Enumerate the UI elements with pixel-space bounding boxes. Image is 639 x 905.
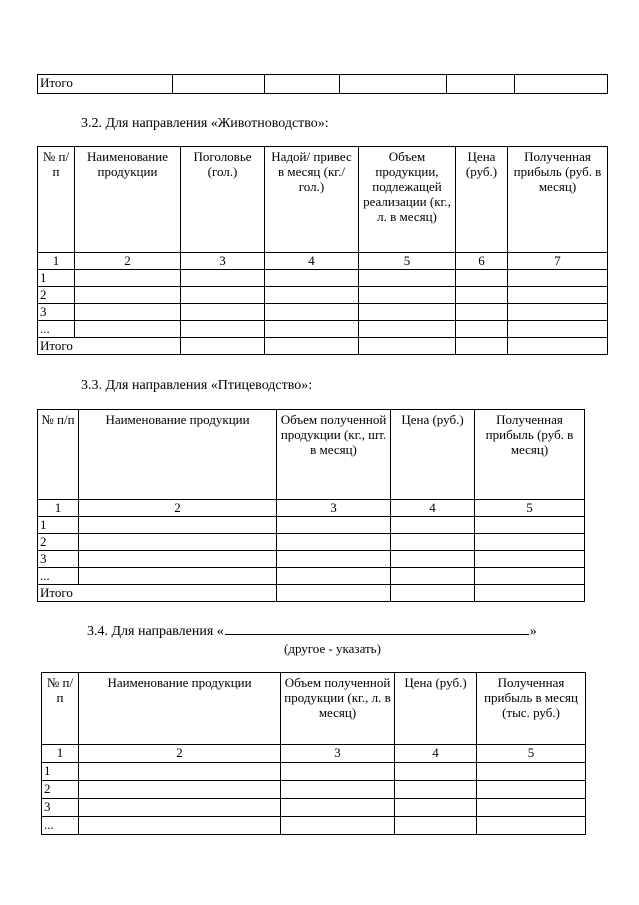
table-row [38, 287, 608, 304]
table-cell[interactable] [75, 287, 181, 304]
table-cell[interactable] [391, 585, 475, 602]
header-price: Цена (руб.) [456, 147, 508, 253]
table-cell[interactable] [359, 287, 456, 304]
col-number: 1 [38, 500, 79, 517]
total-label: Итого [38, 338, 181, 355]
direction-input[interactable] [225, 622, 529, 635]
col-number: 2 [79, 745, 281, 763]
table-cell[interactable] [277, 534, 391, 551]
table-cell[interactable] [79, 763, 281, 781]
table-cell[interactable] [181, 338, 265, 355]
table-cell[interactable] [475, 517, 585, 534]
table-cell[interactable] [359, 270, 456, 287]
table-cell[interactable] [395, 799, 477, 817]
row-number: 2 [38, 534, 79, 551]
table-cell[interactable] [265, 338, 359, 355]
table-cell[interactable] [79, 517, 277, 534]
header-product: Наименование продукции [75, 147, 181, 253]
col-number: 2 [79, 500, 277, 517]
col-number: 3 [181, 253, 265, 270]
section-title: 3.3. Для направления «Птицеводство»: [81, 378, 313, 393]
table-cell[interactable] [277, 585, 391, 602]
header-no: № п/п [38, 147, 75, 253]
table-cell[interactable] [79, 551, 277, 568]
row-number: 1 [38, 270, 75, 287]
header-volume: Объем продукции, подлежащей реализации (кг., л. в месяц) [359, 147, 456, 253]
row-number: ... [38, 568, 79, 585]
table-cell[interactable] [475, 534, 585, 551]
row-number: 3 [42, 799, 79, 817]
table-cell[interactable] [281, 763, 395, 781]
poultry-table [37, 409, 585, 602]
table-cell[interactable] [477, 763, 586, 781]
table-cell[interactable] [395, 763, 477, 781]
table-row [38, 270, 608, 287]
table-cell[interactable] [265, 321, 359, 338]
table-cell[interactable] [277, 551, 391, 568]
table-cell[interactable] [75, 304, 181, 321]
header-volume: Объем полученной продукции (кг., л. в месяц) [281, 673, 395, 745]
row-number: 2 [38, 287, 75, 304]
table-cell[interactable] [391, 517, 475, 534]
total-row [38, 585, 585, 602]
header-yield: Надой/ привес в месяц (кг./гол.) [265, 147, 359, 253]
table-row [42, 781, 586, 799]
table-cell[interactable] [79, 817, 281, 835]
table-row [38, 568, 585, 585]
header-profit: Полученная прибыль (руб. в месяц) [475, 410, 585, 500]
col-number: 2 [75, 253, 181, 270]
col-number: 3 [277, 500, 391, 517]
table-cell[interactable] [515, 75, 608, 94]
total-label: Итого [38, 75, 173, 94]
col-number: 1 [38, 253, 75, 270]
section-title [87, 622, 537, 640]
table-cell[interactable] [456, 304, 508, 321]
table-cell[interactable] [359, 304, 456, 321]
table-cell[interactable] [79, 534, 277, 551]
table-cell[interactable] [391, 534, 475, 551]
table-cell[interactable] [79, 781, 281, 799]
col-number: 3 [281, 745, 395, 763]
table-cell[interactable] [508, 304, 608, 321]
table-cell[interactable] [75, 270, 181, 287]
table-cell[interactable] [395, 781, 477, 799]
row-number: 1 [38, 517, 79, 534]
table-cell[interactable] [281, 817, 395, 835]
col-number: 7 [508, 253, 608, 270]
table-cell[interactable] [181, 321, 265, 338]
header-price: Цена (руб.) [391, 410, 475, 500]
header-profit: Полученная прибыль в месяц (тыс. руб.) [477, 673, 586, 745]
table-cell[interactable] [477, 781, 586, 799]
table-cell[interactable] [281, 799, 395, 817]
table-row [42, 817, 586, 835]
section-title-prefix: 3.4. Для направления « [87, 624, 224, 639]
row-number: 1 [42, 763, 79, 781]
table-cell[interactable] [508, 270, 608, 287]
table-cell[interactable] [265, 270, 359, 287]
table-cell[interactable] [508, 287, 608, 304]
table-cell[interactable] [508, 338, 608, 355]
col-number: 5 [359, 253, 456, 270]
table-cell[interactable] [359, 338, 456, 355]
section-title-suffix: » [529, 624, 537, 639]
header-headcount: Поголовье (гол.) [181, 147, 265, 253]
table-cell[interactable] [456, 321, 508, 338]
header-product: Наименование продукции [79, 410, 277, 500]
row-number: 3 [38, 551, 79, 568]
table-cell[interactable] [475, 585, 585, 602]
table-cell[interactable] [475, 568, 585, 585]
table-cell[interactable] [475, 551, 585, 568]
header-no: № п/п [38, 410, 79, 500]
col-number: 5 [475, 500, 585, 517]
table-cell[interactable] [391, 568, 475, 585]
table-row [42, 799, 586, 817]
row-number: 3 [38, 304, 75, 321]
other-table [41, 672, 586, 835]
table-cell[interactable] [181, 304, 265, 321]
table-row [42, 763, 586, 781]
header-product: Наименование продукции [79, 673, 281, 745]
table-cell[interactable] [277, 517, 391, 534]
table-cell[interactable] [265, 304, 359, 321]
header-no: № п/п [42, 673, 79, 745]
table-cell[interactable] [456, 338, 508, 355]
table-row [38, 321, 608, 338]
row-number: ... [38, 321, 75, 338]
header-volume: Объем полученной продукции (кг., шт. в месяц) [277, 410, 391, 500]
table-cell[interactable] [181, 270, 265, 287]
col-number: 1 [42, 745, 79, 763]
table-cell[interactable] [391, 551, 475, 568]
col-number: 4 [395, 745, 477, 763]
table-cell[interactable] [281, 781, 395, 799]
table-cell[interactable] [395, 817, 477, 835]
table-cell[interactable] [173, 75, 265, 94]
col-number: 4 [391, 500, 475, 517]
table-cell[interactable] [447, 75, 515, 94]
col-number: 6 [456, 253, 508, 270]
table-cell[interactable] [456, 270, 508, 287]
header-price: Цена (руб.) [395, 673, 477, 745]
total-row [38, 338, 608, 355]
table-cell[interactable] [79, 799, 281, 817]
top-table [37, 74, 608, 94]
table-cell[interactable] [477, 799, 586, 817]
table-row [38, 534, 585, 551]
table-cell[interactable] [340, 75, 447, 94]
table-cell[interactable] [181, 287, 265, 304]
table-cell[interactable] [456, 287, 508, 304]
col-number: 5 [477, 745, 586, 763]
table-row [38, 551, 585, 568]
livestock-table [37, 146, 608, 355]
table-row [38, 517, 585, 534]
table-cell[interactable] [75, 321, 181, 338]
section-title: 3.2. Для направления «Животноводство»: [81, 116, 329, 131]
table-row [38, 304, 608, 321]
table-cell[interactable] [477, 817, 586, 835]
direction-hint: (другое - указать) [284, 641, 381, 656]
table-cell[interactable] [79, 568, 277, 585]
col-number: 4 [265, 253, 359, 270]
table-cell[interactable] [508, 321, 608, 338]
table-cell[interactable] [359, 321, 456, 338]
table-cell[interactable] [265, 287, 359, 304]
header-profit: Полученная прибыль (руб. в месяц) [508, 147, 608, 253]
table-cell[interactable] [277, 568, 391, 585]
total-label: Итого [38, 585, 277, 602]
row-number: 2 [42, 781, 79, 799]
table-cell[interactable] [265, 75, 340, 94]
row-number: ... [42, 817, 79, 835]
